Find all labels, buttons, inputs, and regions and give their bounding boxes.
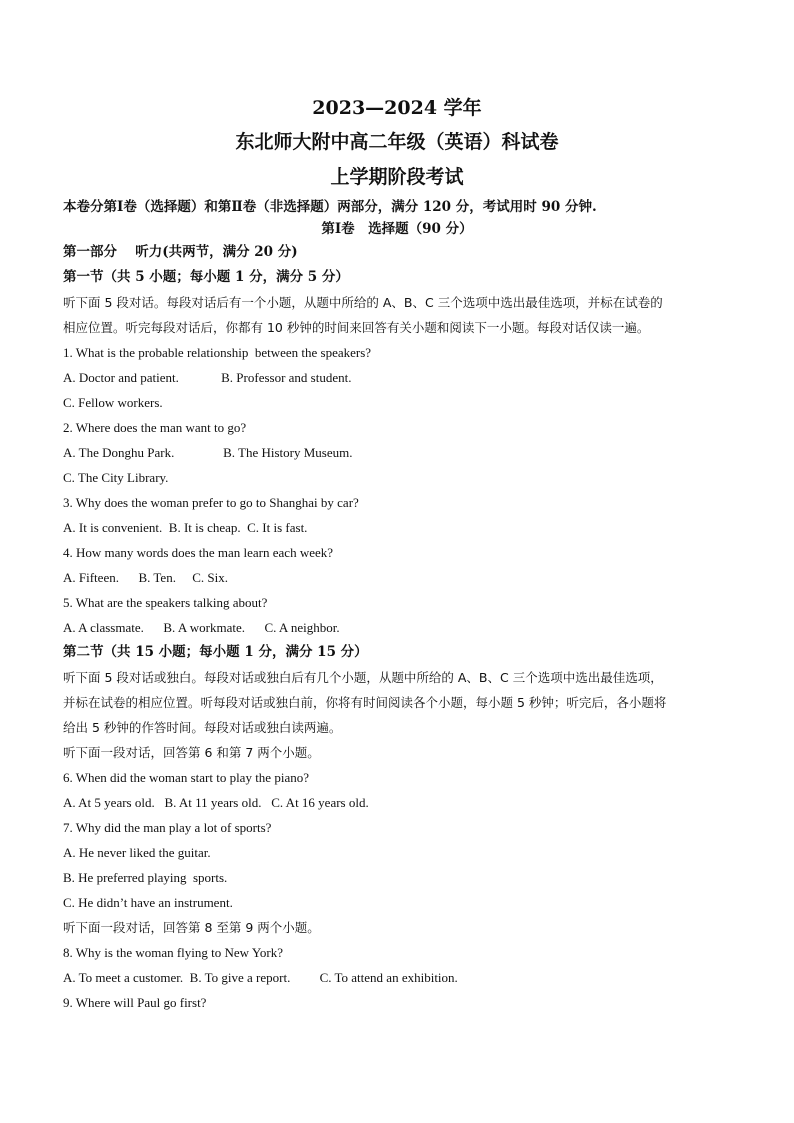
exam-school-title: 东北师大附中高二年级（英语）科试卷 [235, 131, 559, 153]
question-options: A. Fifteen. B. Ten. C. Six. [63, 570, 228, 585]
exam-year: 2023—2024 学年 [312, 97, 482, 119]
part1-title: 第一部分 听力(共两节，满分 20 分) [63, 244, 298, 260]
dialogue-intro: 听下面一段对话，回答第 6 和第 7 两个小题。 [63, 745, 320, 760]
section2-instruction-line: 听下面 5 段对话或独白。每段对话或独白后有几个小题，从题中所给的 A、B、C 三个选项中选出最佳选项， [63, 670, 663, 685]
question-options: A. It is convenient. B. It is cheap. C. It is fast. [63, 520, 308, 535]
section2-instruction-line: 并标在试卷的相应位置。听每段对话或独白前，你将有时间阅读各个小题，每小题 5 秒钟；听完后，各小题将 [63, 695, 667, 710]
volume-title: 第Ⅰ卷 选择题（90 分） [321, 221, 473, 237]
question-options: A. To meet a customer. B. To give a report. C. To attend an exhibition. [63, 970, 458, 985]
section2-title: 第二节（共 15 小题；每小题 1 分，满分 15 分） [63, 644, 368, 660]
question-options: A. He never liked the guitar. [63, 845, 211, 860]
dialogue-intro: 听下面一段对话，回答第 8 至第 9 两个小题。 [63, 920, 320, 935]
exam-page [63, 95, 731, 1015]
exam-name: 上学期阶段考试 [330, 166, 464, 188]
question-line: 3. Why does the woman prefer to go to Shanghai by car? [63, 495, 359, 510]
section1-instruction-line: 相应位置。听完每段对话后，你都有 10 秒钟的时间来回答有关小题和阅读下一小题。每段对话仅读一遍。 [63, 320, 650, 335]
question-options: A. A classmate. B. A workmate. C. A neighbor. [63, 620, 340, 635]
question-line: 6. When did the woman start to play the piano? [63, 770, 309, 785]
question-line: 2. Where does the man want to go? [63, 420, 247, 435]
question-options: C. Fellow workers. [63, 395, 163, 410]
question-line: 1. What is the probable relationship between the speakers? [63, 345, 372, 360]
section1-instruction-line: 听下面 5 段对话。每段对话后有一个小题，从题中所给的 A、B、C 三个选项中选出最佳选项，并标在试卷的 [63, 295, 663, 310]
question-options: A. Doctor and patient. B. Professor and student. [63, 370, 352, 385]
question-options: A. At 5 years old. B. At 11 years old. C. At 16 years old. [63, 795, 369, 810]
question-line: 8. Why is the woman flying to New York? [63, 945, 284, 960]
question-options: C. The City Library. [63, 470, 169, 485]
section2-instruction-line: 给出 5 秒钟的作答时间。每段对话或独白读两遍。 [63, 720, 342, 735]
question-line: 4. How many words does the man learn each week? [63, 545, 334, 560]
question-options: B. He preferred playing sports. [63, 870, 228, 885]
question-options: C. He didn’t have an instrument. [63, 895, 233, 910]
question-options: A. The Donghu Park. B. The History Museum. [63, 445, 353, 460]
question-line: 9. Where will Paul go first? [63, 995, 207, 1010]
section1-title: 第一节（共 5 小题；每小题 1 分，满分 5 分） [63, 269, 349, 285]
question-line: 7. Why did the man play a lot of sports? [63, 820, 272, 835]
question-line: 5. What are the speakers talking about? [63, 595, 268, 610]
exam-intro: 本卷分第Ⅰ卷（选择题）和第Ⅱ卷（非选择题）两部分，满分 120 分，考试用时 90 分钟. [63, 199, 597, 215]
